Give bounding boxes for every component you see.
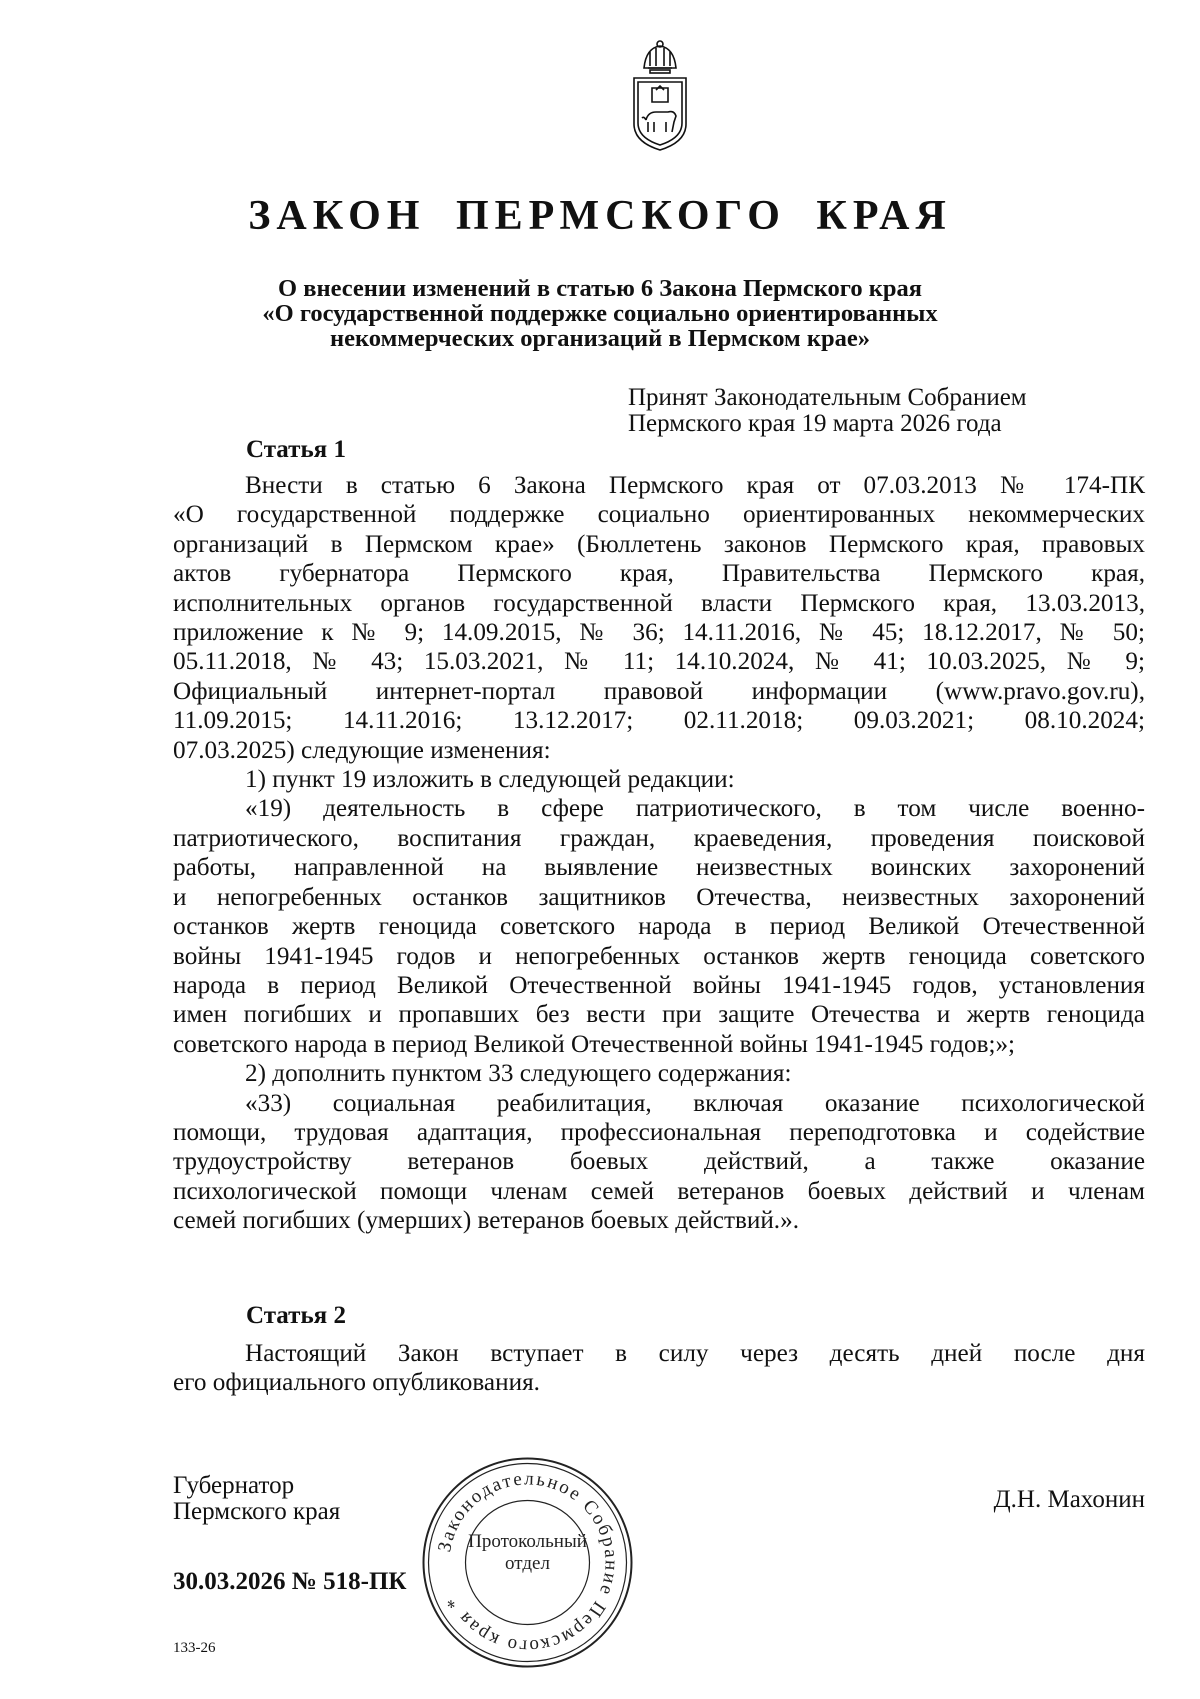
text-line: 05.11.2018, № 43; 15.03.2021, № 11; 14.10.2024, № 41; 10.03.2025, № 9; — [173, 648, 1145, 676]
adoption-line: Принят Законодательным Собранием — [628, 384, 1027, 411]
article-1-heading: Статья 1 — [246, 436, 346, 463]
signatory-title-line: Пермского края — [173, 1498, 341, 1525]
law-title: ЗАКОН ПЕРМСКОГО КРАЯ — [248, 193, 952, 239]
stamp-inner-text — [464, 1531, 591, 1595]
text-line: останков жертв геноцида советского народа в период Великой Отечественной — [173, 913, 1145, 941]
stamp-ring-text: Законодательное Собрание Пермского края * — [434, 1468, 622, 1657]
adoption-line: Пермского края 19 марта 2026 года — [628, 410, 1002, 437]
signatory-title — [173, 1473, 340, 1525]
article-2-body — [173, 1339, 1145, 1398]
text-line: семей погибших (умерших) ветеранов боевых действий.». — [173, 1207, 799, 1235]
text-line: помощи, трудовая адаптация, профессиональная переподготовка и содействие — [173, 1118, 1145, 1146]
signatory-title-line: Губернатор — [173, 1472, 295, 1499]
text-line: актов губернатора Пермского края, Правительства Пермского края, — [173, 560, 1145, 588]
article-1-body — [173, 471, 1145, 1236]
item-2-intro: 2) дополнить пунктом 33 следующего содержания: — [245, 1060, 792, 1088]
text-line: работы, направленной на выявление неизвестных воинских захоронений — [173, 854, 1145, 882]
text-line: советского народа в период Великой Отечественной войны 1941-1945 годов;»; — [173, 1030, 1016, 1058]
stamp-inner-line: Протокольный — [468, 1531, 587, 1552]
text-line: Настоящий Закон вступает в силу через десять дней после дня — [245, 1340, 1145, 1367]
subtitle-line: О внесении изменений в статью 6 Закона Пермского края — [278, 275, 922, 302]
article-2-heading: Статья 2 — [246, 1302, 346, 1329]
text-line: приложение к № 9; 14.09.2015, № 36; 14.11.2016, № 45; 18.12.2017, № 50; — [173, 619, 1145, 647]
law-subtitle — [140, 276, 1060, 351]
text-line: Внести в статью 6 Закона Пермского края от 07.03.2013 № 174-ПК — [245, 472, 1145, 499]
law-date-number: 30.03.2026 № 518-ПК — [173, 1568, 407, 1595]
text-line: «О государственной поддержке социально ориентированных некоммерческих — [173, 501, 1145, 529]
text-line: войны 1941-1945 годов и непогребенных останков жертв геноцида советского — [173, 942, 1145, 970]
text-line: и непогребенных останков защитников Отечества, неизвестных захоронений — [173, 883, 1145, 911]
text-line: трудоустройству ветеранов боевых действий, а также оказание — [173, 1148, 1145, 1176]
text-line: организаций в Пермском крае» (Бюллетень законов Пермского края, правовых — [173, 530, 1145, 558]
text-line: патриотического, воспитания граждан, краеведения, проведения поисковой — [173, 824, 1145, 852]
signatory-name: Д.Н. Махонин — [993, 1486, 1145, 1513]
subtitle-line: «О государственной поддержке социально ориентированных — [262, 300, 938, 327]
text-line: «33) социальная реабилитация, включая оказание психологической — [245, 1089, 1145, 1117]
text-line: 11.09.2015; 14.11.2016; 13.12.2017; 02.11.2018; 09.03.2021; 08.10.2024; — [173, 707, 1145, 735]
text-line: его официального опубликования. — [173, 1369, 540, 1397]
text-line: Официальный интернет-портал правовой информации (www.pravo.gov.ru), — [173, 677, 1145, 705]
text-line: «19) деятельность в сфере патриотического, в том числе военно- — [245, 795, 1145, 823]
coat-of-arms-icon — [628, 38, 692, 152]
adoption-note — [628, 385, 1027, 437]
registration-code: 133-26 — [173, 1640, 216, 1656]
item-1-intro: 1) пункт 19 изложить в следующей редакции: — [245, 766, 735, 794]
text-line: психологической помощи членам семей ветеранов боевых действий и членам — [173, 1177, 1145, 1205]
text-line: 07.03.2025) следующие изменения: — [173, 736, 551, 764]
stamp-inner-line: отдел — [505, 1553, 550, 1574]
text-line: имен погибших и пропавших без вести при защите Отечества и жертв геноцида — [173, 1001, 1145, 1029]
text-line: народа в период Великой Отечественной войны 1941-1945 годов, установления — [173, 971, 1145, 999]
subtitle-line: некоммерческих организаций в Пермском крае» — [330, 325, 870, 352]
text-line: исполнительных органов государственной власти Пермского края, 13.03.2013, — [173, 589, 1145, 617]
